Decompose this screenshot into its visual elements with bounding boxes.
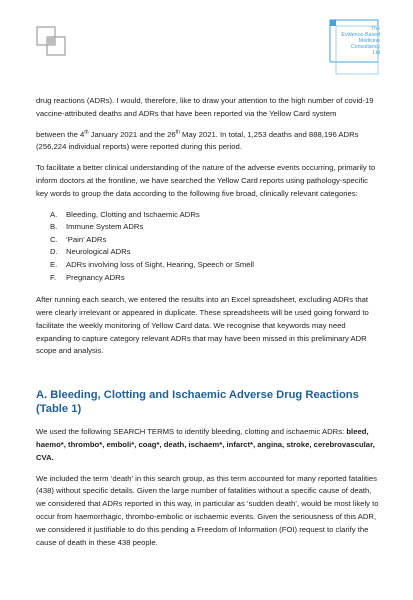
list-letter: C. bbox=[50, 234, 58, 244]
org-line: Consultancy bbox=[350, 44, 380, 50]
paragraph-spreadsheet: After running each search, we entered the results into an Excel spreadsheet, excluding ADRs that were clearly irrelevant or appeared in duplicate. These spreadsheets will be used going forward to facilitate the weekly monitoring of Yellow Card data. We recognise that keywords may need expanding to capture category relevant ADRs that may have been missed in this preliminary ADR scope and analysis. bbox=[36, 295, 369, 356]
org-line: Medicine bbox=[358, 38, 380, 44]
search-terms: bleed, haemo*, thrombo*, emboli*, coag*, death, ischaem*, infarct*, angina, stroke, cerebrovascular, CVA. bbox=[36, 427, 375, 462]
text-run: between the 4 bbox=[36, 129, 85, 139]
paragraph-intro: drug reactions (ADRs). I would, therefore, like to draw your attention to the high number of covid-19 vaccine-attributed deaths and ADRs that have been reported via the Yellow Card system bbox=[36, 96, 374, 118]
paragraph-method: To facilitate a better clinical understanding of the nature of the adverse events occurring, primarily to inform doctors at the frontline, we have searched the Yellow Card reports using pathology-specific key words to group the data according to the following five broad, clinically relevant categories: bbox=[36, 163, 376, 198]
paragraph-death-term: We included the term ‘death’ in this search group, as this term accounted for many reported fatalities (438) without specific details. Given the large number of fatalities without a specific cause of death, we considered that ADRs reported in this way, in particular as ‘sudden death’, would be most likely to occur from haemorrhagic, thrombo-embolic or ischaemic events. Given the seriousness of this ADR, we considered it justifiable to do this pending a Freedom of Information (FOI) request to clarify the cause of death in these 438 people. bbox=[36, 473, 379, 547]
list-letter: A. bbox=[50, 209, 58, 219]
org-line: Evidence-Based bbox=[341, 32, 380, 38]
document-body bbox=[36, 95, 381, 557]
superscript: th bbox=[175, 129, 180, 136]
list-label: Bleeding, Clotting and Ischaemic ADRs bbox=[66, 209, 200, 219]
list-item bbox=[50, 234, 381, 247]
list-item bbox=[50, 221, 381, 234]
list-letter: B. bbox=[50, 222, 58, 232]
list-label: ADRs involving loss of Sight, Hearing, Speech or Smell bbox=[66, 259, 255, 269]
paragraph-search-terms bbox=[36, 426, 381, 464]
text-run: January 2021 and the 26 bbox=[88, 129, 176, 139]
section-heading: A. Bleeding, Clotting and Ischaemic Adverse Drug Reactions (Table 1) bbox=[36, 389, 359, 416]
list-label: Neurological ADRs bbox=[66, 247, 131, 257]
logo-squares-icon bbox=[36, 26, 66, 56]
category-list bbox=[50, 209, 381, 285]
text-run: We used the following SEARCH TERMS to identify bleeding, clotting and ischaemic ADRs: bbox=[36, 427, 347, 437]
list-letter: E. bbox=[50, 259, 58, 269]
list-label: Pregnancy ADRs bbox=[66, 272, 125, 282]
org-line: The bbox=[370, 26, 380, 32]
text-run: May 2021. In total, 1,253 deaths and 888,196 ADRs (256,224 individual reports) were reported during this period. bbox=[36, 129, 359, 152]
list-item bbox=[50, 272, 381, 285]
list-item bbox=[50, 209, 381, 222]
list-item bbox=[50, 259, 381, 272]
superscript: th bbox=[84, 129, 89, 136]
org-line: Ltd bbox=[372, 50, 380, 56]
list-letter: F. bbox=[50, 272, 56, 282]
paragraph-totals bbox=[36, 129, 381, 155]
list-item bbox=[50, 246, 381, 259]
list-label: ‘Pain’ ADRs bbox=[66, 234, 107, 244]
organisation-name bbox=[330, 26, 380, 56]
list-label: Immune System ADRs bbox=[66, 222, 144, 232]
list-letter: D. bbox=[50, 247, 58, 257]
